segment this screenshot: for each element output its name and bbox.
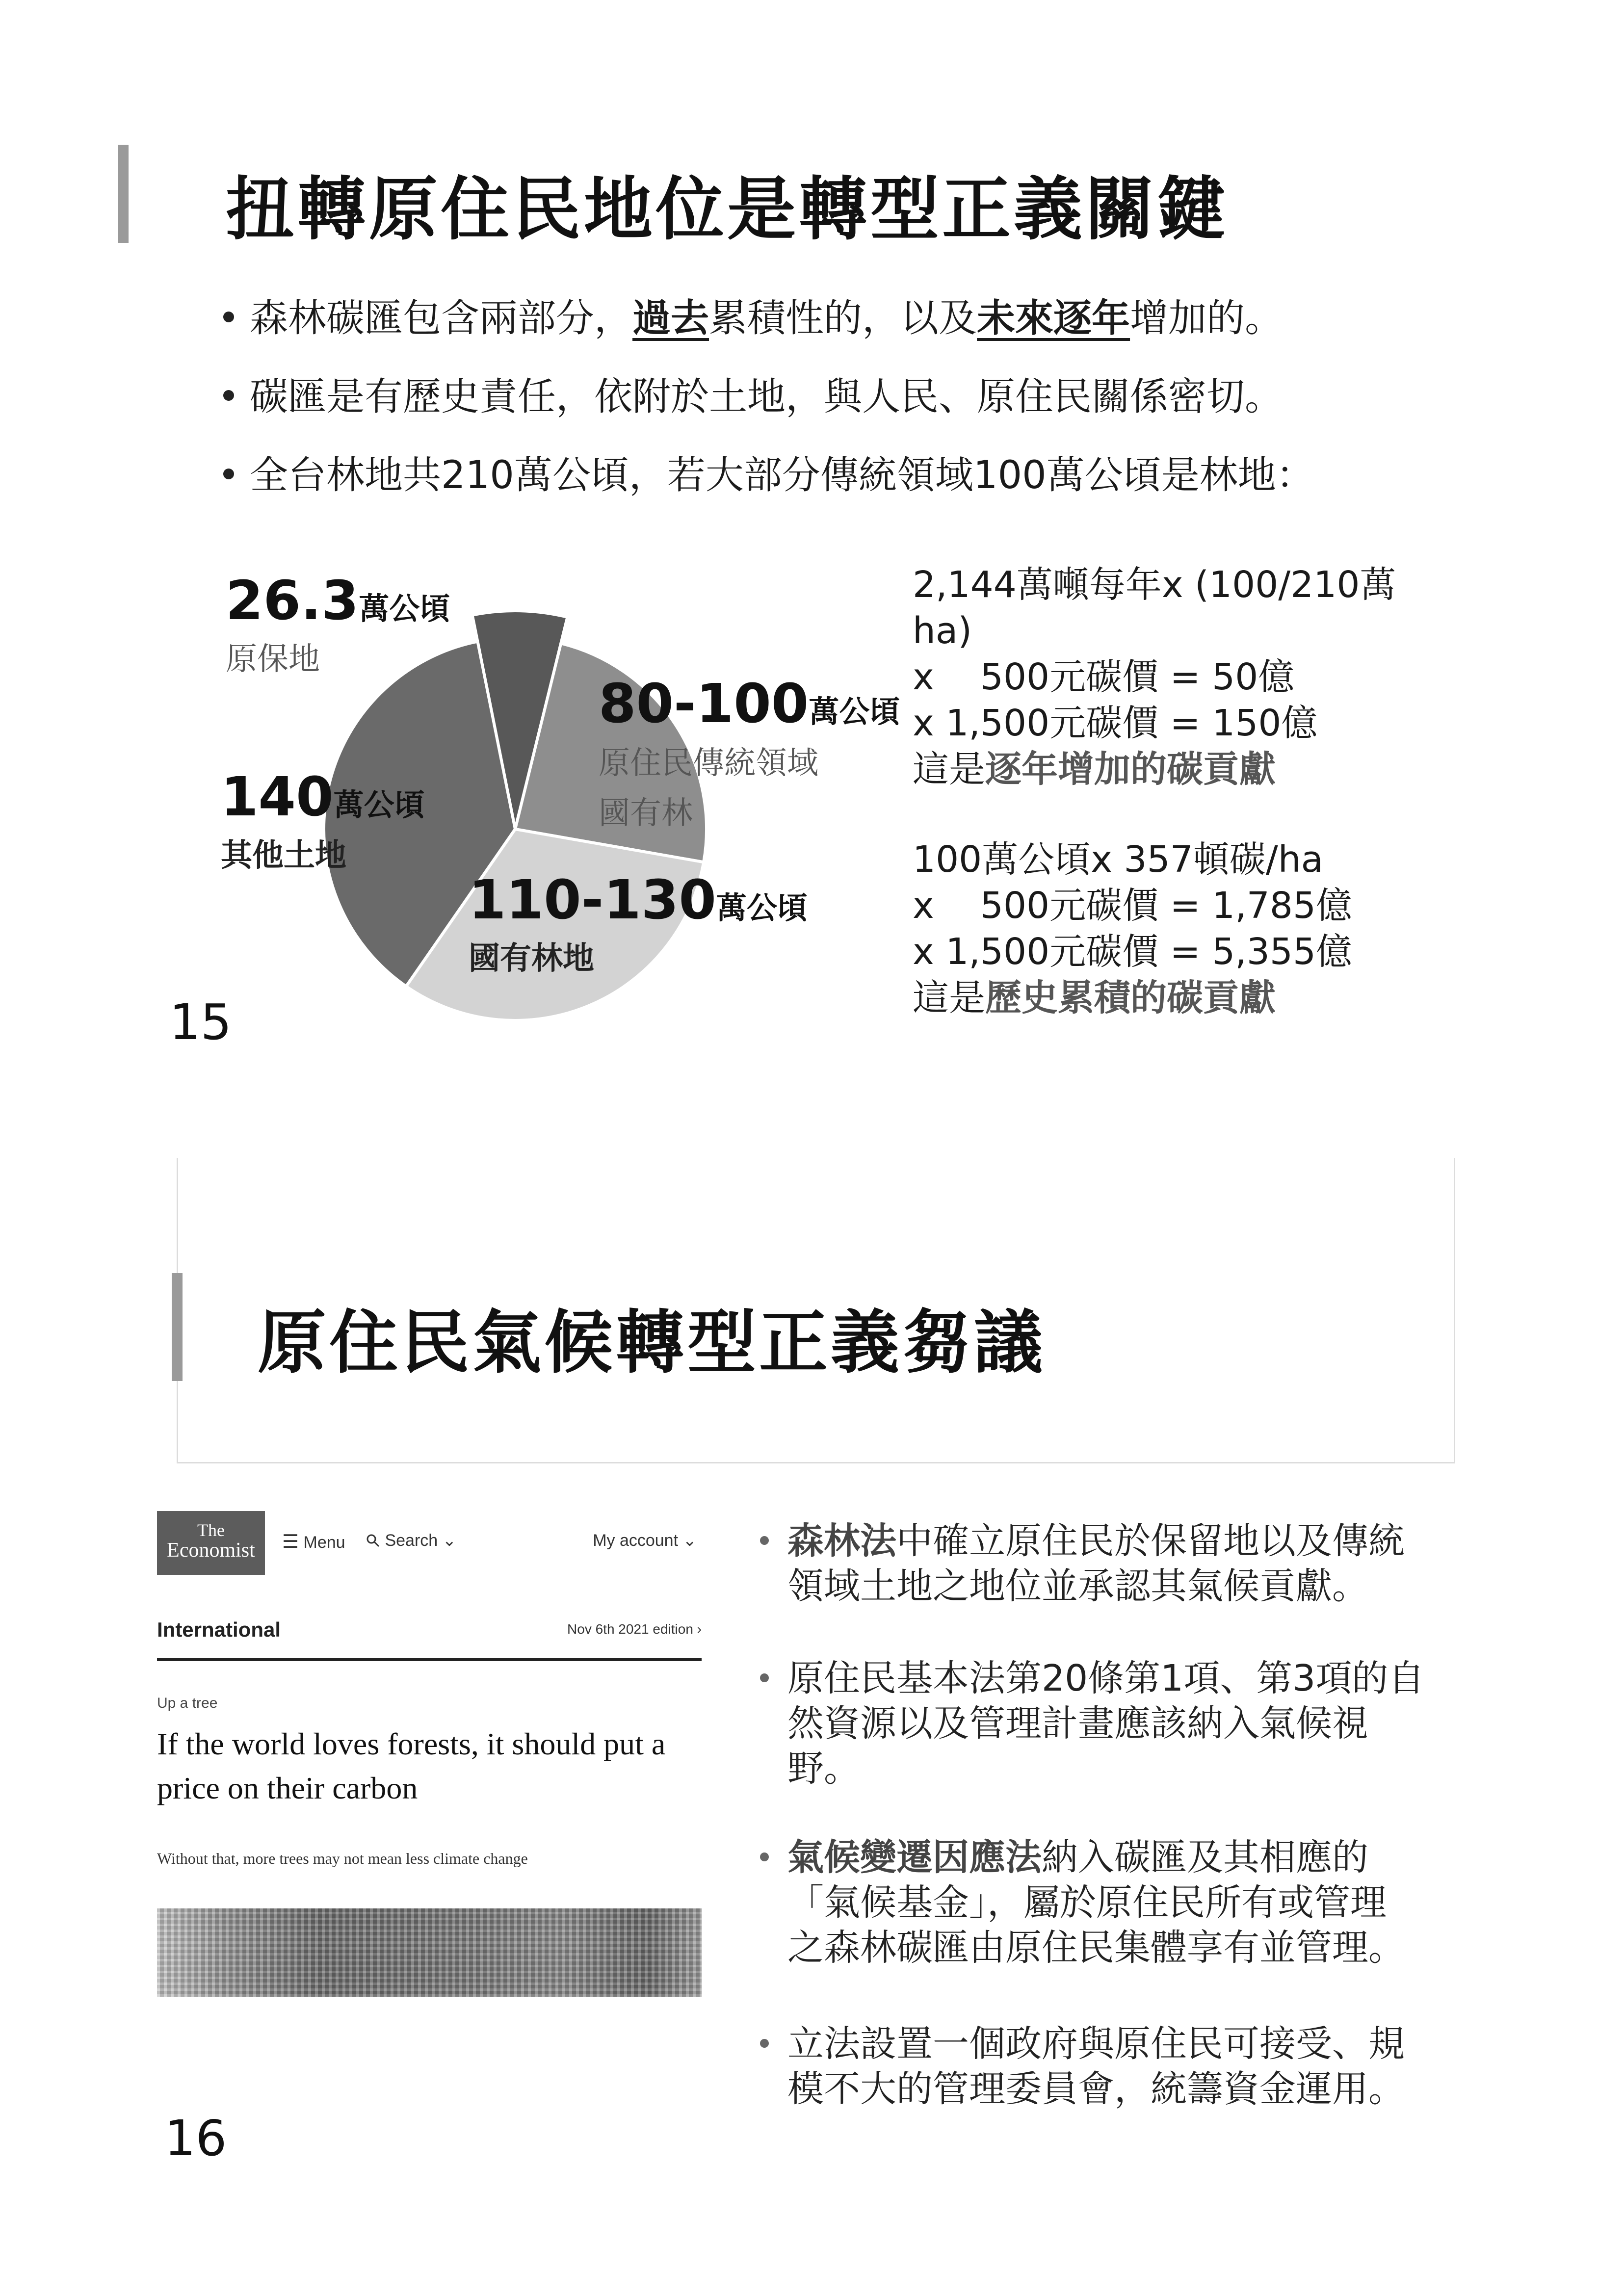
slice-name: 國有林地	[469, 940, 594, 977]
chevron-right-icon: ›	[697, 1621, 702, 1637]
calc-text: 這是	[913, 977, 985, 1019]
section-label[interactable]: International	[157, 1618, 281, 1641]
slice-unit: 萬公頃	[333, 787, 425, 823]
search-label: Search	[385, 1531, 438, 1550]
bullet-1	[223, 296, 1283, 340]
bullet-text: 立法設置一個政府與原住民可接受、規	[787, 2023, 1405, 2065]
edition-label: Nov 6th 2021 edition	[567, 1621, 693, 1637]
slice-name: 國有林	[599, 795, 693, 832]
bullet-text: 野。	[787, 1748, 860, 1790]
headline-line: If the world loves forests, it should put a	[157, 1726, 666, 1761]
page-number: 16	[164, 2110, 227, 2167]
pie-label-traditional-territory	[599, 672, 900, 833]
calc-line: x 1,500元碳價 = 5,355億	[913, 931, 1353, 973]
slice-name: 其他土地	[221, 837, 346, 874]
hamburger-icon: ☰	[282, 1532, 299, 1552]
calc-line: x 500元碳價 = 50億	[913, 656, 1295, 698]
bullet-2	[223, 375, 1283, 419]
article-headline[interactable]	[157, 1722, 665, 1810]
headline-line: price on their carbon	[157, 1771, 418, 1805]
calc-line: ha)	[913, 610, 972, 652]
economist-logo	[157, 1511, 265, 1575]
bullet-text: 碳匯是有歷史責任，依附於土地，與人民、原住民關係密切。	[250, 375, 1283, 419]
bullet-text: 之森林碳匯由原住民集體享有並管理。	[787, 1927, 1405, 1969]
slice-value: 26.3	[226, 569, 359, 632]
slice-name: 原保地	[226, 641, 320, 678]
slice-value: 140	[221, 765, 334, 828]
calc-text: 這是	[913, 748, 985, 790]
pie-label-state-forest	[469, 868, 808, 978]
menu-label: Menu	[303, 1533, 345, 1552]
calc-highlight: 逐年增加的碳貢獻	[985, 748, 1276, 790]
slice-value: 110-130	[469, 868, 716, 931]
article-kicker: Up a tree	[157, 1695, 218, 1711]
underlined-term: 未來逐年	[977, 296, 1130, 340]
bullet-dot	[760, 2039, 769, 2048]
logo-text: The	[197, 1520, 225, 1540]
policy-bullet-4	[787, 2021, 1405, 2112]
slide16-title: 原住民氣候轉型正義芻議	[258, 1303, 1046, 1383]
my-account-button[interactable]	[593, 1531, 697, 1550]
underlined-term: 過去	[632, 296, 709, 340]
calc-line: 100萬公頃x 357頓碳/ha	[913, 838, 1323, 881]
bold-term: 氣候變遷因應法	[787, 1836, 1042, 1879]
carbon-calculation-block	[913, 562, 1396, 1021]
title-accent-bar	[118, 145, 129, 243]
logo-text: Economist	[167, 1539, 255, 1562]
menu-button[interactable]	[282, 1531, 345, 1553]
calc-line: 2,144萬噸每年x (100/210萬	[913, 564, 1396, 606]
chevron-down-icon: ⌄	[442, 1531, 457, 1550]
policy-bullet-3	[787, 1835, 1405, 1970]
slice-value: 80-100	[599, 672, 809, 735]
calc-line: x 1,500元碳價 = 150億	[913, 702, 1318, 744]
bullet-3	[223, 453, 1314, 497]
policy-bullet-2	[787, 1656, 1424, 1791]
bullet-dot	[760, 1536, 769, 1545]
economist-article-screenshot	[157, 1511, 702, 1997]
slice-unit: 萬公頃	[359, 591, 450, 626]
bullet-dot	[760, 1673, 769, 1682]
spacer	[913, 792, 1396, 836]
calc-highlight: 歷史累積的碳貢獻	[985, 977, 1276, 1019]
slice-name: 原住民傳統領域	[599, 745, 818, 782]
bullet-dot	[760, 1852, 769, 1861]
article-subhead: Without that, more trees may not mean less climate change	[157, 1850, 528, 1867]
search-button[interactable]	[366, 1531, 456, 1550]
slice-unit: 萬公頃	[809, 694, 900, 730]
search-icon	[366, 1533, 380, 1548]
bullet-text: 全台林地共210萬公頃，若大部分傳統領域100萬公頃是林地：	[250, 453, 1314, 497]
bullet-text: 納入碳匯及其相應的	[1042, 1836, 1368, 1879]
chevron-down-icon: ⌄	[682, 1531, 697, 1550]
calc-line: x 500元碳價 = 1,785億	[913, 885, 1353, 927]
bullet-text: 森林碳匯包含兩部分，	[250, 296, 633, 340]
bullet-dot	[223, 390, 234, 401]
bullet-text: 「氣候基金」，屬於原住民所有或管理	[787, 1881, 1387, 1924]
bullet-text: 增加的。	[1130, 296, 1283, 340]
page-title: 扭轉原住民地位是轉型正義關鍵	[226, 170, 1229, 250]
bullet-dot	[223, 312, 234, 322]
page-number: 15	[169, 993, 232, 1051]
bullet-dot	[223, 469, 234, 479]
title-accent-bar	[172, 1273, 183, 1381]
account-label: My account	[593, 1531, 679, 1550]
bold-term: 森林法	[787, 1520, 896, 1562]
bullet-text: 原住民基本法第20條第1項、第3項的自	[787, 1657, 1425, 1699]
calc-conclusion	[913, 975, 1396, 1021]
edition-link[interactable]	[567, 1621, 702, 1637]
pie-label-other-land	[221, 765, 425, 875]
policy-bullet-1	[787, 1518, 1405, 1609]
bullet-text: 累積性的，以及	[709, 296, 977, 340]
pie-label-indigenous-reserve	[226, 569, 450, 679]
slice-unit: 萬公頃	[716, 890, 808, 926]
bullet-text: 中確立原住民於保留地以及傳統	[896, 1520, 1405, 1562]
article-hero-image	[157, 1908, 702, 1997]
bullet-text: 模不大的管理委員會，統籌資金運用。	[787, 2068, 1405, 2110]
bullet-text: 領域土地之地位並承認其氣候貢獻。	[787, 1565, 1368, 1607]
section-rule	[157, 1658, 702, 1661]
bullet-text: 然資源以及管理計畫應該納入氣候視	[787, 1702, 1368, 1745]
calc-conclusion	[913, 746, 1396, 792]
